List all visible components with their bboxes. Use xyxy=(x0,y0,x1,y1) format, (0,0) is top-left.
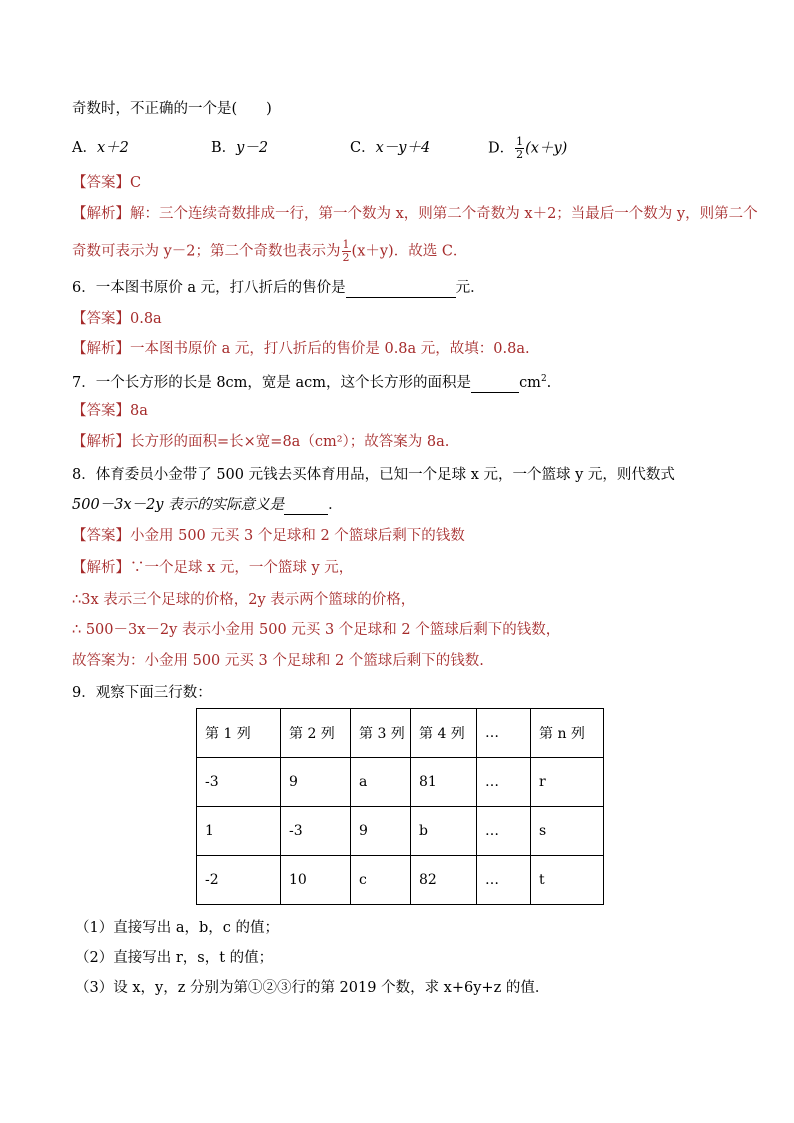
q8-stem-line1: 8．体育委员小金带了 500 元钱去买体育用品，已知一个足球 x 元，一个篮球 y 元，则代数式 xyxy=(72,467,675,483)
q5-analysis-line1: 【解析】解：三个连续奇数排成一行，第一个数为 x，则第二个奇数为 x＋2；当最后一个数为 y，则第二个 xyxy=(72,206,758,222)
q9-part-3: （3）设 x，y，z 分别为第①②③行的第 2019 个数，求 x+6y+z 的值． xyxy=(75,980,550,996)
q5-option-a: A．x＋2 xyxy=(72,140,129,156)
table-cell: 9 xyxy=(281,758,351,807)
answer-blank xyxy=(471,376,519,393)
q5-answer: 【答案】C xyxy=(72,175,142,191)
table-row xyxy=(197,807,604,856)
table-row xyxy=(197,856,604,905)
q7-answer: 【答案】8a xyxy=(72,403,148,419)
q8-analysis-line4: 故答案为：小金用 500 元买 3 个足球和 2 个篮球后剩下的钱数. xyxy=(72,653,484,669)
q7-stem: 7．一个长方形的长是 8cm，宽是 acm，这个长方形的面积是 $cm^2$. xyxy=(72,374,552,391)
table-cell: r xyxy=(531,758,604,807)
table-cell: … xyxy=(477,807,531,856)
table-header-cell: 第 3 列 xyxy=(351,709,411,758)
table-cell: 1 xyxy=(197,807,281,856)
q8-analysis-line1: 【解析】∵一个足球 x 元，一个篮球 y 元， xyxy=(72,560,354,576)
q9-part-2: （2）直接写出 r，s，t 的值； xyxy=(75,950,274,966)
fraction-one-half: $\frac{1}{2}$ xyxy=(342,238,350,264)
table-header-cell: 第 n 列 xyxy=(531,709,604,758)
q9-title: 9．观察下面三行数： xyxy=(72,685,212,701)
table-cell: -2 xyxy=(197,856,281,905)
q6-answer: 【答案】0.8a xyxy=(72,311,162,327)
q8-stem-line2: 500－3x－2y 表示的实际意义是 ． xyxy=(72,497,343,513)
q6-stem: 6．一本图书原价 a 元，打八折后的售价是 元． xyxy=(72,280,485,296)
table-cell: 81 xyxy=(411,758,477,807)
q5-option-d: D． $\frac{1}{2}$ (x＋y) xyxy=(488,135,568,161)
q8-answer: 【答案】小金用 500 元买 3 个足球和 2 个篮球后剩下的钱数 xyxy=(72,528,465,544)
table-header-cell: 第 4 列 xyxy=(411,709,477,758)
table-header-cell: 第 1 列 xyxy=(197,709,281,758)
q8-analysis-line2: ∴3x 表示三个足球的价格，2y 表示两个篮球的价格， xyxy=(72,592,416,608)
table-header-cell: … xyxy=(477,709,531,758)
q8-analysis-line3: ∴ 500－3x－2y 表示小金用 500 元买 3 个足球和 2 个篮球后剩下的钱数， xyxy=(72,622,561,638)
table-cell: 82 xyxy=(411,856,477,905)
table-cell: 9 xyxy=(351,807,411,856)
table-cell: 10 xyxy=(281,856,351,905)
table-header-row xyxy=(197,709,604,758)
table-cell: … xyxy=(477,758,531,807)
table-cell: -3 xyxy=(197,758,281,807)
table-cell: s xyxy=(531,807,604,856)
table-header-cell: 第 2 列 xyxy=(281,709,351,758)
table-cell: a xyxy=(351,758,411,807)
q5-analysis-line2: 奇数可表示为 y－2；第二个奇数也表示为 $\frac{1}{2}$ (x＋y)．故选 C． xyxy=(72,238,468,264)
table-cell: -3 xyxy=(281,807,351,856)
q7-analysis: 【解析】长方形的面积=长×宽=8a（cm²）；故答案为 8a. xyxy=(72,434,450,450)
table-cell: c xyxy=(351,856,411,905)
table-cell: b xyxy=(411,807,477,856)
q5-option-c: C．x－y＋4 xyxy=(350,140,431,156)
q5-option-b: B．y－2 xyxy=(211,140,269,156)
table-cell: … xyxy=(477,856,531,905)
table-row xyxy=(197,758,604,807)
answer-blank xyxy=(346,281,456,298)
table-cell: t xyxy=(531,856,604,905)
answer-blank xyxy=(284,498,328,515)
q6-analysis: 【解析】一本图书原价 a 元，打八折后的售价是 0.8a 元，故填：0.8a. xyxy=(72,341,530,357)
number-table xyxy=(196,708,604,905)
q5-stem-tail: 奇数时，不正确的一个是( ) xyxy=(72,101,272,117)
fraction-one-half: $\frac{1}{2}$ xyxy=(516,135,524,161)
q9-part-1: （1）直接写出 a，b，c 的值； xyxy=(75,920,279,936)
